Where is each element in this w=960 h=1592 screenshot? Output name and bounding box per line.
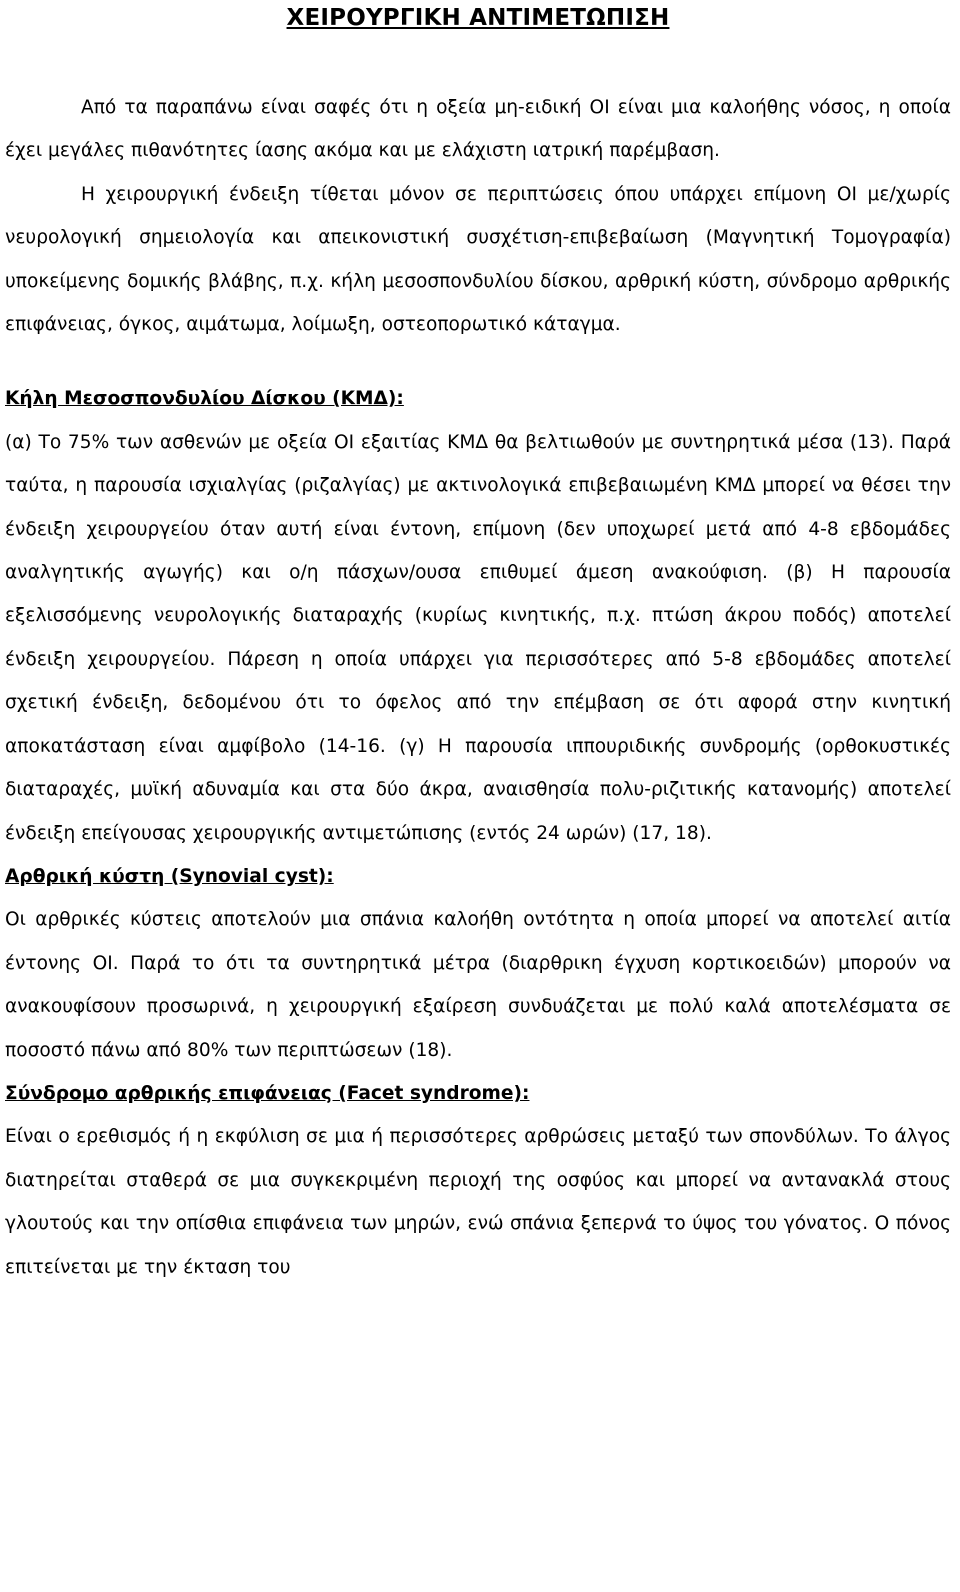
indication-paragraph: Η χειρουργική ένδειξη τίθεται μόνον σε περιπτώσεις όπου υπάρχει επίμονη ΟΙ με/χωρίς νευρολογική σημειολογία και απεικονιστική συσχέτιση-επιβεβαίωση (Μαγνητική Τομογραφία) υποκείμενης δομικής βλάβης, π.χ. κήλη μεσοσπονδυλίου δίσκου, αρθρική κύστη, σύνδρομο αρθρικής επιφάνειας, όγκος, αιμάτωμα, λοίμωξη, οστεοπορωτικό κάταγμα.: [5, 183, 951, 336]
section-heading-facet-syndrome: Σύνδρομο αρθρικής επιφάνειας (Facet syndrome):: [5, 1082, 530, 1104]
section-body-facet-syndrome: Είναι ο ερεθισμός ή η εκφύλιση σε μια ή περισσότερες αρθρώσεις μεταξύ των σπονδύλων. Το άλγος διατηρείται σταθερά σε μια συγκεκριμένη περιοχή της οσφύος και μπορεί να αντανακλά στους γλουτούς και την οπίσθια επιφάνεια των μηρών, ενώ σπάνια ξεπερνά το ύψος του γόνατος. Ο πόνος επιτείνεται με την έκταση του: [5, 1126, 951, 1278]
section-heading-synovial-cyst: Αρθρική κύστη (Synovial cyst):: [5, 865, 334, 887]
section-body-disc-herniation: (α) Το 75% των ασθενών με οξεία ΟΙ εξαιτίας ΚΜΔ θα βελτιωθούν με συντηρητικά μέσα (13). Παρά ταύτα, η παρουσία ισχιαλγίας (ριζαλγίας) με ακτινολογικά επιβεβαιωμένη ΚΜΔ μπορεί να θέσει την ένδειξη χειρουργείου όταν αυτή είναι έντονη, επίμονη (δεν υποχωρεί μετά από 4-8 εβδομάδες αναλγητικής αγωγής) και ο/η πάσχων/ουσα επιθυμεί άμεση ανακούφιση. (β) Η παρουσία εξελισσόμενης νευρολογικής διαταραχής (κυρίως κινητικής, π.χ. πτώση άκρου ποδός) αποτελεί ένδειξη χειρουργείου. Πάρεση η οποία υπάρχει για περισσότερες από 5-8 εβδομάδες αποτελεί σχετική ένδειξη, δεδομένου ότι το όφελος από την επέμβαση σε ότι αφορά στην κινητική αποκατάσταση είναι αμφίβολο (14-16. (γ) Η παρουσία ιππουριδικής συνδρομής (ορθοκυστικές διαταραχές, μυϊκή αδυναμία και στα δύο άκρα, αναισθησία πολυ-ριζιτικής κατανομής) αποτελεί ένδειξη επείγουσας χειρουργικής αντιμετώπισης (εντός 24 ωρών) (17, 18).: [5, 431, 951, 844]
section-heading-disc-herniation: Κήλη Μεσοσπονδυλίου Δίσκου (ΚΜΔ):: [5, 388, 404, 410]
intro-paragraph: Από τα παραπάνω είναι σαφές ότι η οξεία μη-ειδική ΟΙ είναι μια καλοήθης νόσος, η οποία έχει μεγάλες πιθανότητες ίασης ακόμα και με ελάχιστη ιατρική παρέμβαση.: [5, 97, 951, 162]
page-title: ΧΕΙΡΟΥΡΓΙΚΗ ΑΝΤΙΜΕΤΩΠΙΣΗ: [286, 5, 670, 31]
section-body-synovial-cyst: Οι αρθρικές κύστεις αποτελούν μια σπάνια καλοήθη οντότητα η οποία μπορεί να αποτελεί αιτία έντονης ΟΙ. Παρά το ότι τα συντηρητικά μέτρα (διαρθρικη έγχυση κορτικοειδών) μπορούν να ανακουφίσουν προσωρινά, η χειρουργική εξαίρεση συνδυάζεται με πολύ καλά αποτελέσματα σε ποσοστό πάνω από 80% των περιπτώσεων (18).: [5, 909, 951, 1061]
